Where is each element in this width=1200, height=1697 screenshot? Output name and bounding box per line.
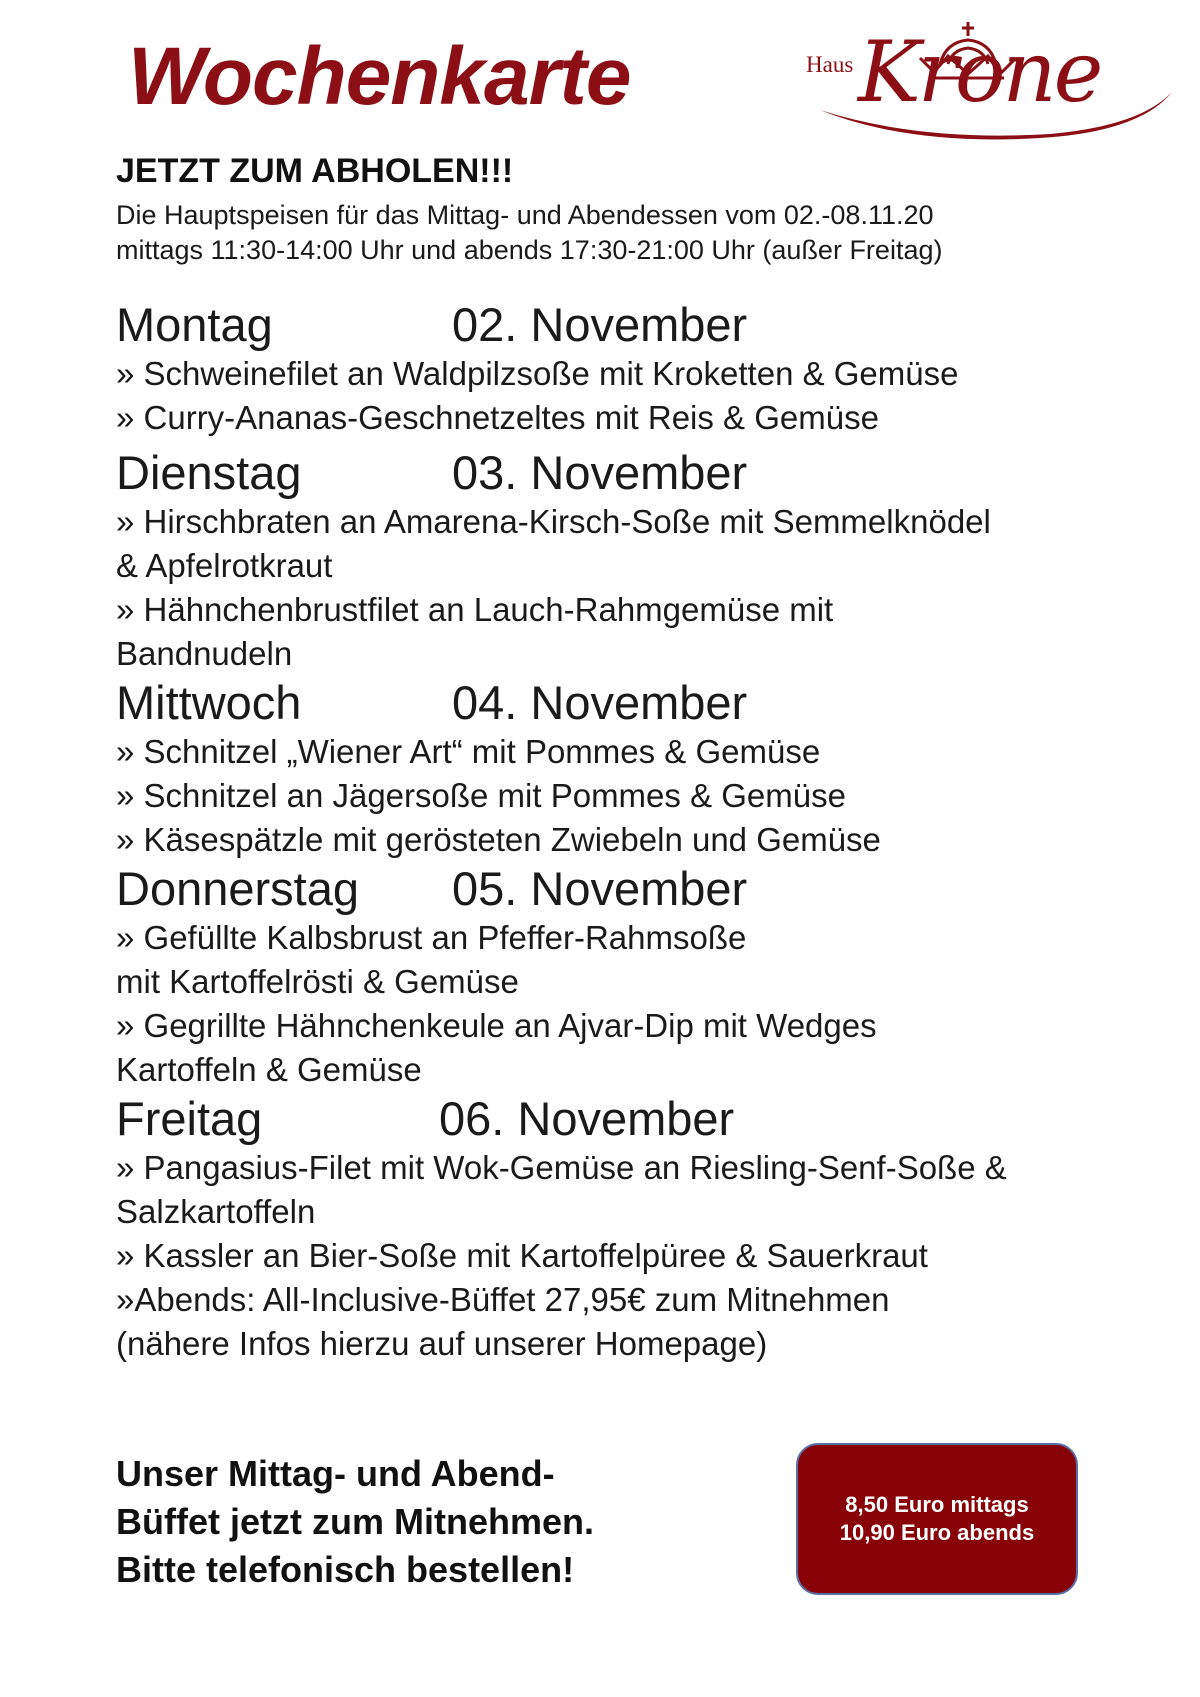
dish-line: » Schweinefilet an Waldpilzsoße mit Kroketten & Gemüse [116,355,959,392]
dish-line: »Abends: All-Inclusive-Büffet 27,95€ zum Mitnehmen [116,1281,890,1318]
logo-haus-text: Haus [806,52,854,77]
dish-line: » Kassler an Bier-Soße mit Kartoffelpüree & Sauerkraut [116,1237,928,1274]
dish-line: » Curry-Ananas-Geschnetzeltes mit Reis & Gemüse [116,399,879,436]
weekly-menu [116,298,1116,1366]
headline: JETZT ZUM ABHOLEN!!! [116,152,514,190]
dish-line: » Hähnchenbrustfilet an Lauch-Rahmgemüse mit [116,591,834,628]
dish-line: » Käsespätzle mit gerösteten Zwiebeln und Gemüse [116,821,881,858]
price-box [796,1443,1078,1595]
day-date: 05. November [452,862,748,915]
day-wednesday [116,676,1116,862]
dish-line: (nähere Infos hierzu auf unserer Homepage) [116,1325,768,1362]
intro-dates: Die Hauptspeisen für das Mittag- und Abendessen vom 02.-08.11.20 [116,200,934,230]
day-friday [116,1092,1116,1366]
price-dinner: 10,90 Euro abends [839,1520,1035,1545]
dish-line: & Apfelrotkraut [116,547,333,584]
dish-line: » Hirschbraten an Amarena-Kirsch-Soße mit Semmelknödel [116,503,991,540]
day-tuesday [116,446,1116,676]
day-monday [116,298,1116,440]
day-name: Freitag [116,1092,263,1145]
day-name: Donnerstag [116,862,359,915]
day-date: 06. November [439,1092,735,1145]
dish-line: mit Kartoffelrösti & Gemüse [116,963,519,1000]
footer-line: Büffet jetzt zum Mitnehmen. [116,1501,594,1542]
footer-note [116,1450,594,1594]
day-thursday [116,862,1116,1092]
dish-line: » Gefüllte Kalbsbrust an Pfeffer-Rahmsoße [116,919,747,956]
dish-line: » Schnitzel „Wiener Art“ mit Pommes & Gemüse [116,733,821,770]
footer-line: Unser Mittag- und Abend- [116,1453,555,1494]
day-date: 04. November [452,676,748,729]
dish-line: » Gegrillte Hähnchenkeule an Ajvar-Dip mit Wedges [116,1007,877,1044]
day-date: 03. November [452,446,748,499]
page-title: Wochenkarte [128,31,631,122]
day-date: 02. November [452,298,748,351]
footer-line: Bitte telefonisch bestellen! [116,1549,575,1590]
dish-line: Bandnudeln [116,635,293,672]
dish-line: » Pangasius-Filet mit Wok-Gemüse an Riesling-Senf-Soße & [116,1149,1007,1186]
intro-hours: mittags 11:30-14:00 Uhr und abends 17:30-21:00 Uhr (außer Freitag) [116,235,943,265]
day-name: Montag [116,298,273,351]
dish-line: Salzkartoffeln [116,1193,316,1230]
logo-krone-text: Krone [858,23,1101,121]
day-name: Mittwoch [116,676,302,729]
dish-line: » Schnitzel an Jägersoße mit Pommes & Gemüse [116,777,846,814]
day-name: Dienstag [116,446,302,499]
dish-line: Kartoffeln & Gemüse [116,1051,422,1088]
price-lunch: 8,50 Euro mittags [845,1492,1029,1517]
